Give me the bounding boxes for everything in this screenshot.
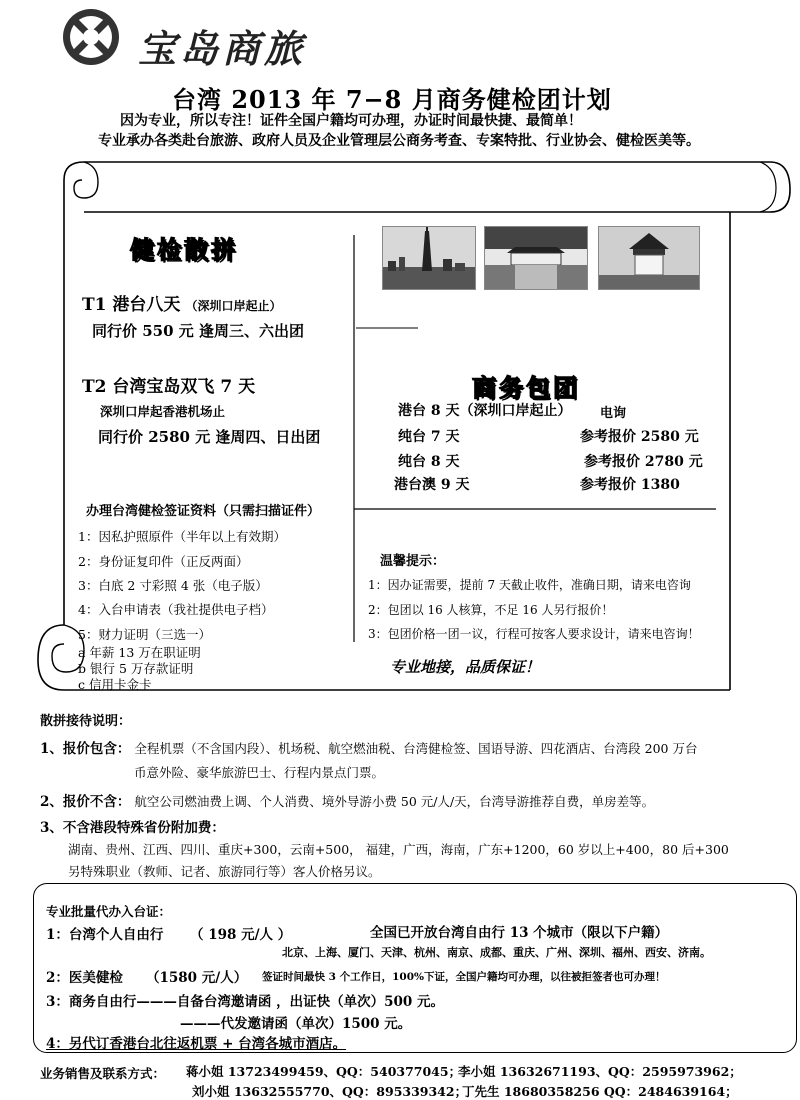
charter-row-name: 港台澳 9 天: [394, 477, 470, 493]
tips-motto: 专业地接，品质保证！: [390, 658, 541, 676]
bulk-tour-stamp: 健检散拼: [130, 236, 238, 264]
notes-heading: 散拼接待说明：: [40, 714, 132, 729]
t2-note: 深圳口岸起香港机场止: [100, 404, 226, 419]
contact-1: 蒋小姐 13723499459、QQ：540377045；: [186, 1064, 462, 1079]
t1-price: 同行价 550 元 逢周三、六出团: [92, 322, 304, 340]
memorial-hall-photo: [598, 226, 700, 290]
contacts-label: 业务销售及联系方式：: [40, 1066, 166, 1081]
doc-item: 2：身份证复印件（正反两面）: [78, 554, 249, 569]
doc-item: 3：白底 2 寸彩照 4 张（电子版）: [78, 578, 268, 593]
charter-row-price: 电询: [600, 406, 627, 421]
agency-line-3b: ———代发邀请函（单次）1500 元。: [180, 1016, 412, 1032]
tip-item: 2：包团以 16 人核算，不足 16 人另行报价！: [368, 603, 614, 617]
t2-title: T2 台湾宝岛双飞 7 天: [82, 377, 256, 397]
agency-line-3: 3：商务自由行———自备台湾邀请函 ，出证快（单次）500 元。: [46, 994, 444, 1010]
note-1-text: 全程机票（不含国内段）、机场税、航空燃油税、台湾健检签、国语导游、四花酒店、台湾段 200 万台: [134, 741, 698, 756]
t2-price: 同行价 2580 元 逢周四、日出团: [98, 428, 321, 446]
doc-subitem: c 信用卡金卡: [78, 677, 152, 692]
doc-subitem: a 年薪 13 万在职证明: [78, 645, 201, 660]
note-3-text-cont: 另特殊职业（教师、记者、旅游同行等）客人价格另议。: [68, 864, 381, 879]
contact-2: 李小姐 13632671193、QQ：2595973962；: [458, 1064, 742, 1079]
charter-row-price: 参考报价 1380: [580, 477, 680, 493]
contact-4: 丁先生 18680358256 QQ：2484639164；: [462, 1084, 738, 1099]
agency-line-2b: （1580 元/人）: [146, 970, 248, 986]
charter-row-name: 纯台 7 天: [398, 429, 460, 445]
note-1-label: 1、报价包含：: [40, 741, 131, 757]
taipei-101-photo: [382, 226, 476, 290]
charter-row-price: 参考报价 2780 元: [584, 454, 703, 470]
note-3-text: 湖南、贵州、江西、四川、重庆+300，云南+500， 福建，广西，海南，广东+1200，60 岁以上+400，80 后+300: [68, 842, 729, 857]
doc-item: 5：财力证明（三选一）: [78, 627, 211, 642]
agency-line-2a: 2：医美健检: [46, 970, 123, 986]
page-title: 台湾 2013 年 7−8 月商务健检团计划: [172, 85, 612, 114]
contact-3: 刘小姐 13632555770、QQ：895339342；: [192, 1084, 468, 1099]
charter-row-price: 参考报价 2580 元: [580, 429, 699, 445]
agency-heading: 专业批量代办入台证：: [46, 904, 172, 919]
doc-item: 1：因私护照原件（半年以上有效期）: [78, 529, 286, 544]
note-1: [40, 737, 697, 757]
t1-note: （深圳口岸起止）: [185, 299, 282, 313]
note-3-label: 3、不含港段特殊省份附加费：: [40, 820, 225, 836]
charter-row-name: 港台 8 天（深圳口岸起止）: [398, 403, 572, 419]
note-1-text-cont: 币意外险、豪华旅游巴士、行程内景点门票。: [134, 765, 385, 780]
tip-item: 3：包团价格一团一议，行程可按客人要求设计，请来电咨询！: [368, 627, 700, 641]
agency-line-1c: 全国已开放台湾自由行 13 个城市（限以下户籍）: [370, 925, 669, 941]
doc-subitem: b 银行 5 万存款证明: [78, 661, 194, 676]
slogan-line-1: 因为专业，所以专注！证件全国户籍均可办理，办证时间最快捷、最简单！: [120, 113, 582, 129]
t1-title: T1 港台八天: [82, 295, 181, 315]
documents-heading: 办理台湾健检签证资料（只需扫描证件）: [86, 504, 321, 519]
agency-line-1a: 1：台湾个人自由行: [46, 927, 164, 943]
tips-heading: 温馨提示：: [380, 554, 446, 569]
agency-cities: 北京、上海、厦门、天津、杭州、南京、成都、重庆、广州、深圳、福州、西安、济南。: [282, 946, 711, 959]
agency-line-4: 4：另代订香港台北往返机票 + 台湾各城市酒店。: [46, 1036, 347, 1052]
note-2-text: 航空公司燃油费上调、个人消费、境外导游小费 50 元/人/天，台湾导游推荐自费，单房差等。: [134, 794, 655, 809]
agency-line-1b: （ 198 元/人 ）: [190, 927, 292, 943]
palace-museum-photo: [484, 226, 588, 290]
t1-heading: [82, 290, 282, 315]
agency-line-2c: 签证时间最快 3 个工作日，100%下证，全国户籍均可办理，以往被拒签者也可办理！: [262, 971, 666, 983]
charter-row-name: 纯台 8 天: [398, 454, 460, 470]
note-2: [40, 790, 654, 810]
note-2-label: 2、报价不含：: [40, 794, 131, 810]
slogan-line-2: 专业承办各类赴台旅游、政府人员及企业管理层公商务考查、专案特批、行业协会、健检医美等。: [98, 133, 700, 149]
doc-item: 4：入台申请表（我社提供电子档）: [78, 602, 274, 617]
brand-name: 宝岛商旅: [138, 27, 307, 71]
tip-item: 1：因办证需要，提前 7 天截止收件，准确日期，请来电咨询: [368, 578, 691, 592]
charter-tour-stamp: 商务包团: [472, 374, 580, 402]
brand-logo-icon: [60, 6, 122, 68]
